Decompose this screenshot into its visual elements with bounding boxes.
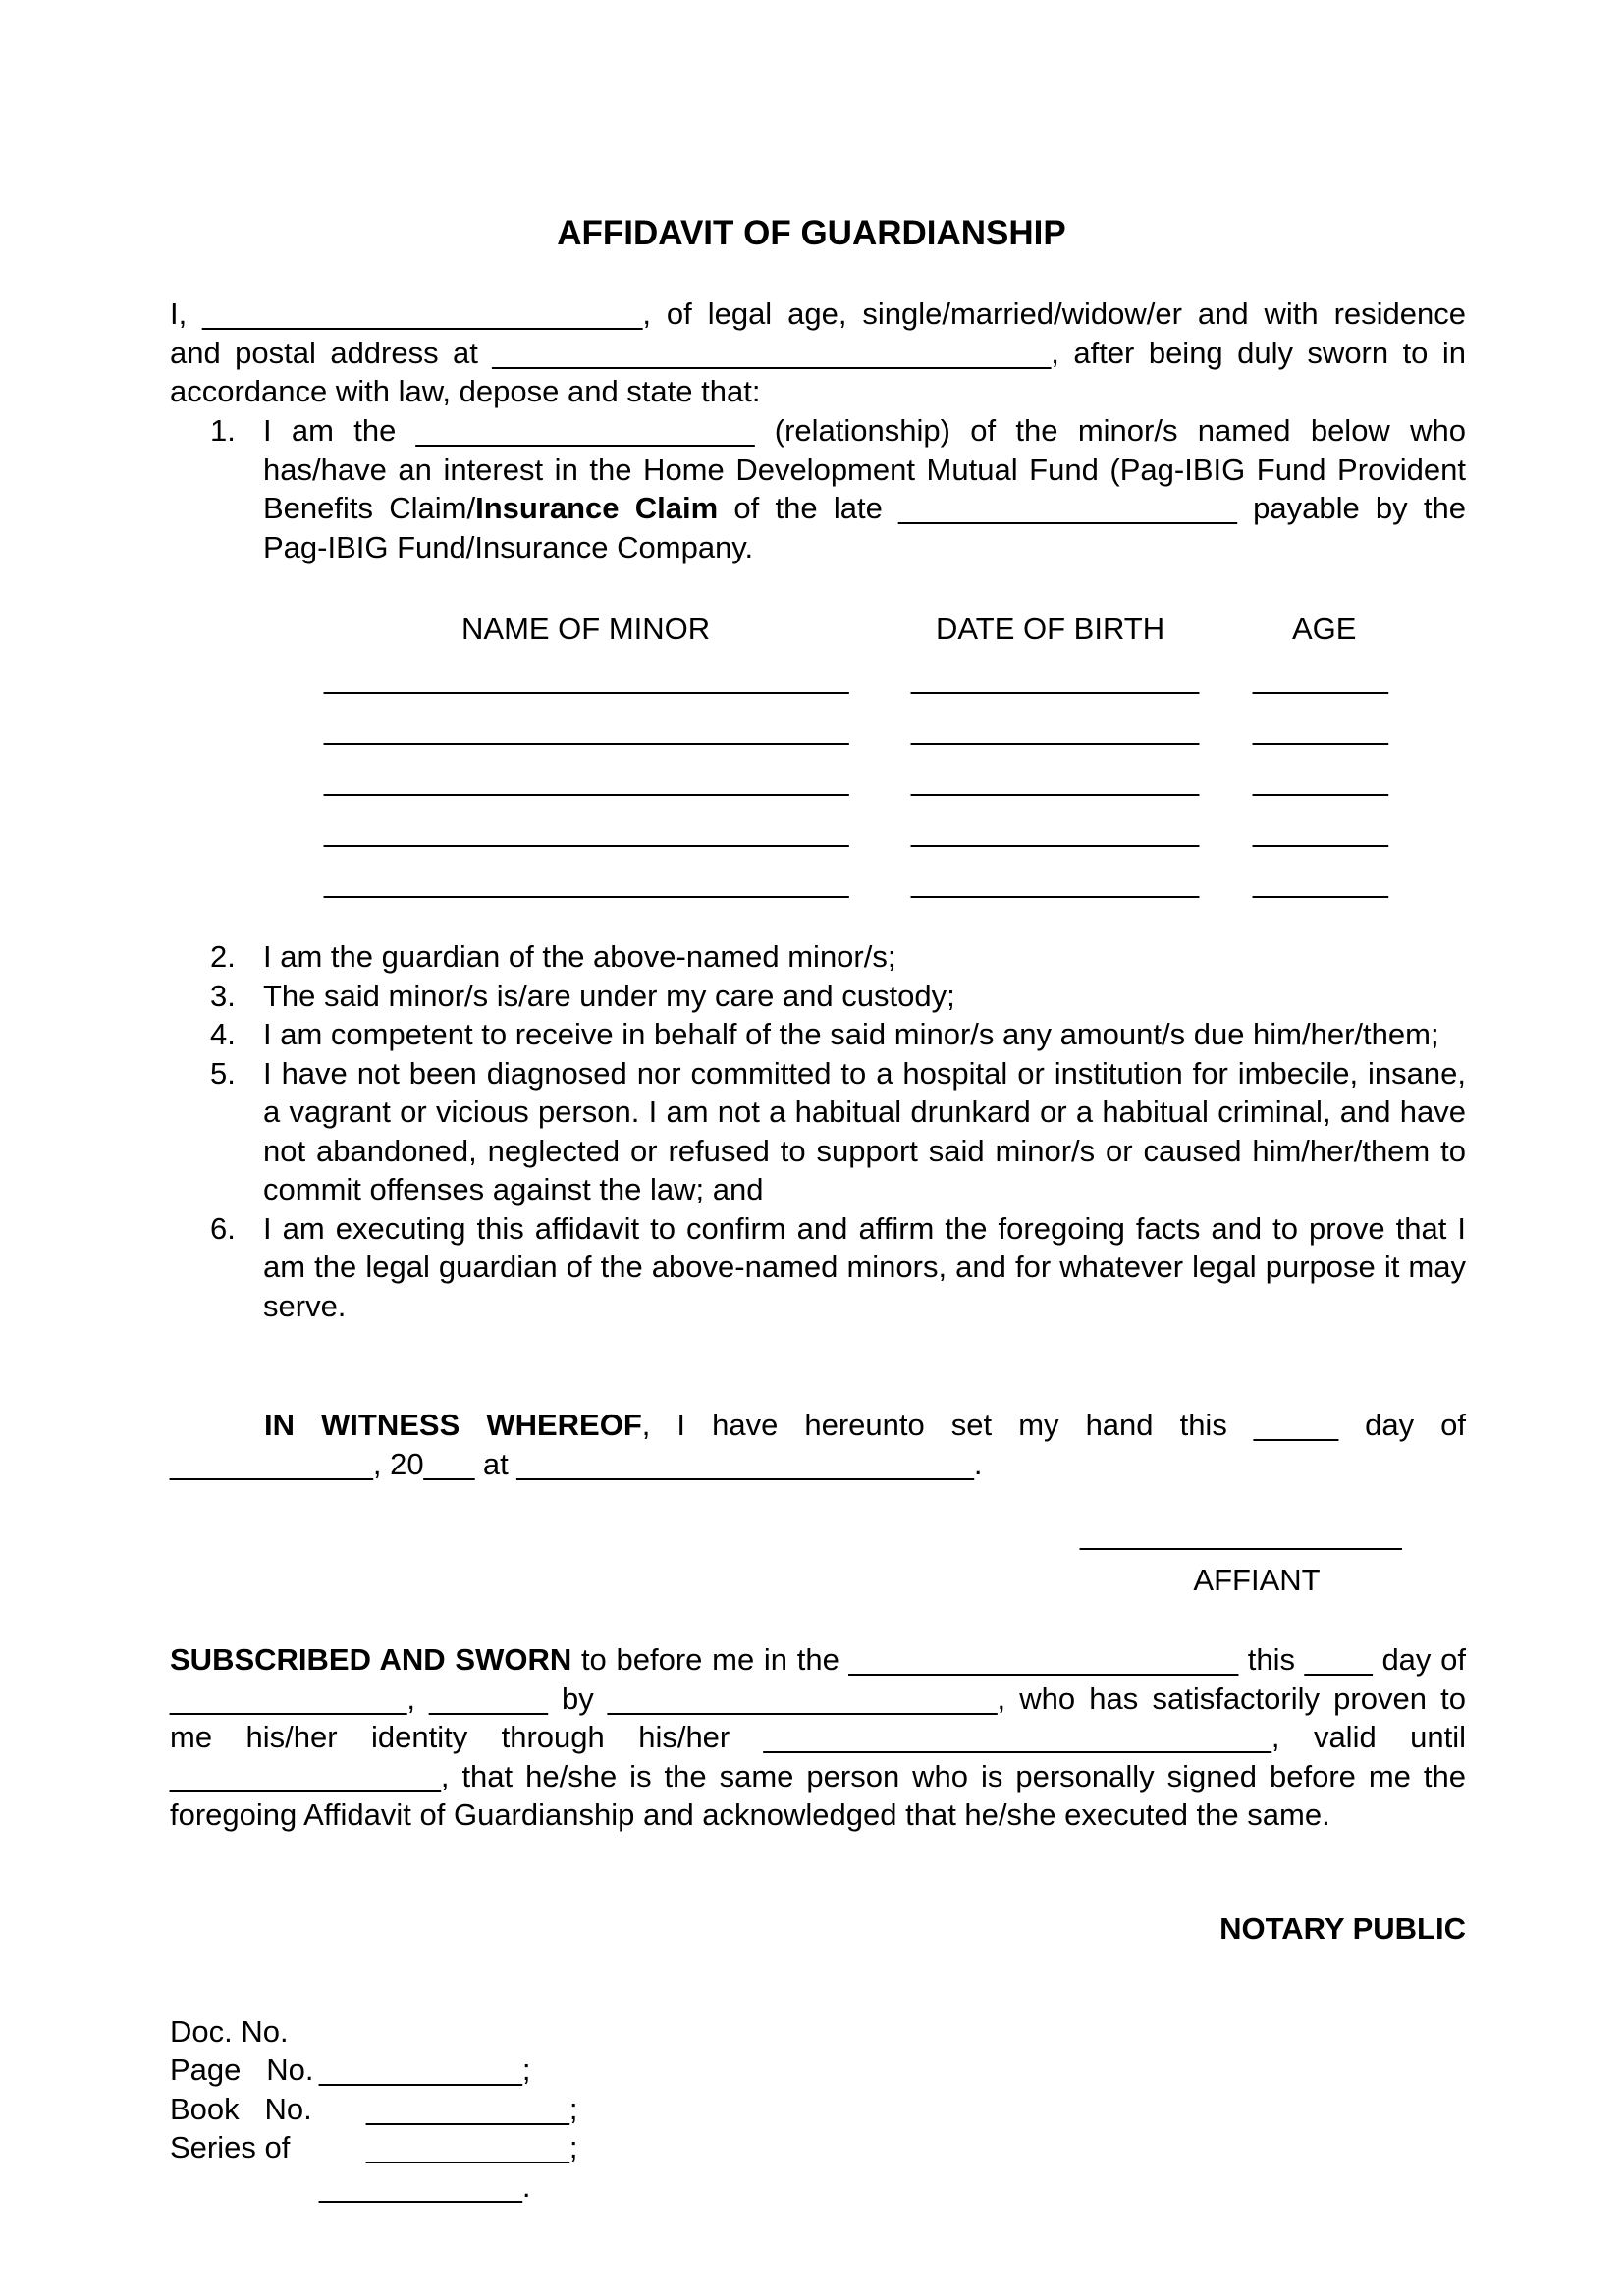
minor-age-blank: ________ (1253, 712, 1388, 746)
minor-name-blank: _______________________________ (324, 814, 849, 848)
sworn-body: to before me in the _______________________ this ____ day of ______________, _______ by _______________________, who has satisfactorily proven to me his/her identity through his/her ______________________________, valid until ________________, that he/she is the same person who is personally signed before me the foregoing Affidavit of Guardianship and acknowledged that he/she executed the same. (170, 1642, 1466, 1832)
register-label: Doc. No. (170, 2013, 289, 2049)
items-list (210, 937, 1466, 1325)
sworn-paragraph (170, 1640, 1466, 1835)
register-label: Page No. (170, 2053, 314, 2087)
item-text: I am the guardian of the above-named minor/s; (263, 939, 896, 974)
item-number: 4. (210, 1017, 236, 1051)
register-value: ____________; (366, 2091, 578, 2126)
item-text: The said minor/s is/are under my care and custody; (263, 978, 955, 1013)
minor-dob-blank: _________________ (911, 763, 1200, 797)
minor-dob-blank: _________________ (911, 712, 1200, 746)
column-header-age: AGE (1292, 612, 1357, 646)
table-row (0, 806, 1623, 857)
minor-age-blank: ________ (1253, 763, 1388, 797)
affiant-signature-line: ___________________ (1080, 1517, 1402, 1551)
register-value: ____________; (366, 2130, 578, 2164)
item-number: 3. (210, 978, 236, 1013)
minor-dob-blank: _________________ (911, 865, 1200, 899)
sworn-bold: SUBSCRIBED AND SWORN (170, 1642, 572, 1677)
witness-text (170, 1406, 1466, 1483)
minor-name-blank: _______________________________ (324, 865, 849, 899)
minor-dob-blank: _________________ (911, 814, 1200, 848)
witness-bold: IN WITNESS WHEREOF (264, 1408, 642, 1442)
table-row (0, 755, 1623, 806)
register-label: Book No. (170, 2091, 312, 2126)
table-row (0, 857, 1623, 908)
minor-name-blank: _______________________________ (324, 712, 849, 746)
item-text: I am executing this affidavit to confirm and affirm the foregoing facts and to prove that I am the legal guardian of the above-named minors, and for whatever legal purpose it may serve. (263, 1210, 1466, 1323)
minor-age-blank: ________ (1253, 661, 1388, 695)
document-title: AFFIDAVIT OF GUARDIANSHIP (557, 214, 1066, 252)
sworn-text (170, 1640, 1466, 1835)
item-1-text (263, 411, 1466, 566)
list-item (210, 1209, 1466, 1326)
list-item (210, 1015, 1466, 1054)
register-label: Series of (170, 2130, 291, 2164)
notarial-register (170, 1973, 578, 2204)
witness-body: , I have hereunto set my hand this _____ day of ____________, 20___ at ___________________________. (170, 1408, 1467, 1481)
minor-name-blank: _______________________________ (324, 763, 849, 797)
register-value: ____________. (319, 2168, 531, 2204)
witness-paragraph (170, 1406, 1466, 1483)
minor-age-blank: ________ (1253, 865, 1388, 899)
table-row (0, 704, 1623, 755)
affiant-label: AFFIANT (1193, 1563, 1321, 1597)
item-number: 6. (210, 1210, 236, 1246)
register-value: ____________; (319, 2053, 531, 2087)
item-1-text-bold: Insurance Claim (475, 491, 719, 525)
list-item (210, 977, 1466, 1016)
intro-text: I, __________________________, of legal age, single/married/widow/er and with residence and postal address at _________________________________, after being duly sworn to in accordance with law, depose and state that: (170, 296, 1466, 408)
column-header-name: NAME OF MINOR (461, 612, 711, 646)
item-number: 5. (210, 1055, 236, 1091)
item-text: I have not been diagnosed nor committed to a hospital or institution for imbecile, insane, a vagrant or vicious person. I am not a habitual drunkard or a habitual criminal, and have not abandoned, neglected or refused to support said minor/s or caused him/her/them to commit offenses against the law; and (263, 1055, 1466, 1206)
column-header-dob: DATE OF BIRTH (936, 612, 1165, 646)
minors-table (0, 653, 1623, 908)
minor-dob-blank: _________________ (911, 661, 1200, 695)
minor-name-blank: _______________________________ (324, 661, 849, 695)
intro-paragraph (170, 294, 1466, 411)
list-item (210, 1054, 1466, 1209)
item-number: 1. (210, 413, 236, 448)
minor-age-blank: ________ (1253, 814, 1388, 848)
item-text: I am competent to receive in behalf of the said minor/s any amount/s due him/her/them; (263, 1017, 1439, 1051)
list-item (210, 937, 1466, 977)
item-1-text-a: I am the ____________________ (relationship) of the minor/s named below who has/have an interest in the Home Development Mutual Fund (Pag-IBIG Fund Provident Benefits Claim/ (263, 413, 1466, 525)
item-number: 2. (210, 939, 236, 974)
item-1 (210, 411, 1467, 566)
table-row (0, 653, 1623, 704)
item-1-text-b: of the late ____________________ payable by the Pag-IBIG Fund/Insurance Company. (263, 491, 1467, 564)
notary-public-label: NOTARY PUBLIC (1219, 1911, 1466, 1946)
minors-table-header (0, 609, 1623, 650)
